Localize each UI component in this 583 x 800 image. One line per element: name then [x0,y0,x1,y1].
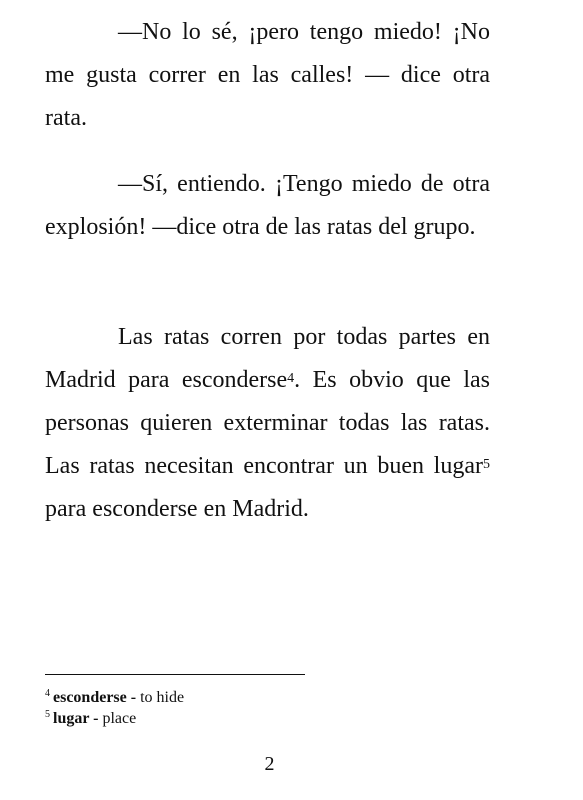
footnote-number: 4 [45,688,50,699]
footnote-term: lugar - [53,710,99,727]
paragraph-dialogue-1: —No lo sé, ¡pero tengo miedo! ¡No me gusta correr en las calles! — dice otra rata. [45,19,490,131]
footnote-reference-4[interactable]: 4 [287,371,295,386]
footnote-divider [45,674,305,675]
narration-text-part-2: . Es obvio que las personas quieren exterminar todas las ratas. Las ratas necesitan encontrar un buen lugar [45,367,491,479]
footnote-term: esconderse - [53,689,137,706]
footnote-reference-5[interactable]: 5 [483,457,490,472]
footnote-definition: place [98,710,137,727]
paragraph-dialogue-2: —Sí, entiendo. ¡Tengo miedo de otra explosión! —dice otra de las ratas del grupo. [45,171,490,240]
footnote-number: 5 [45,709,50,720]
paragraph-narration [45,316,490,531]
narration-text-part-1: Las ratas corren por todas partes en Madrid para esconderse [45,324,490,393]
page-number: 2 [264,753,275,775]
footnote-definition: to hide [136,689,185,706]
footnote-4 [45,687,490,708]
footnote-5 [45,708,490,729]
footnotes [45,687,490,729]
narration-text-part-3: para esconderse en Madrid. [45,496,309,522]
